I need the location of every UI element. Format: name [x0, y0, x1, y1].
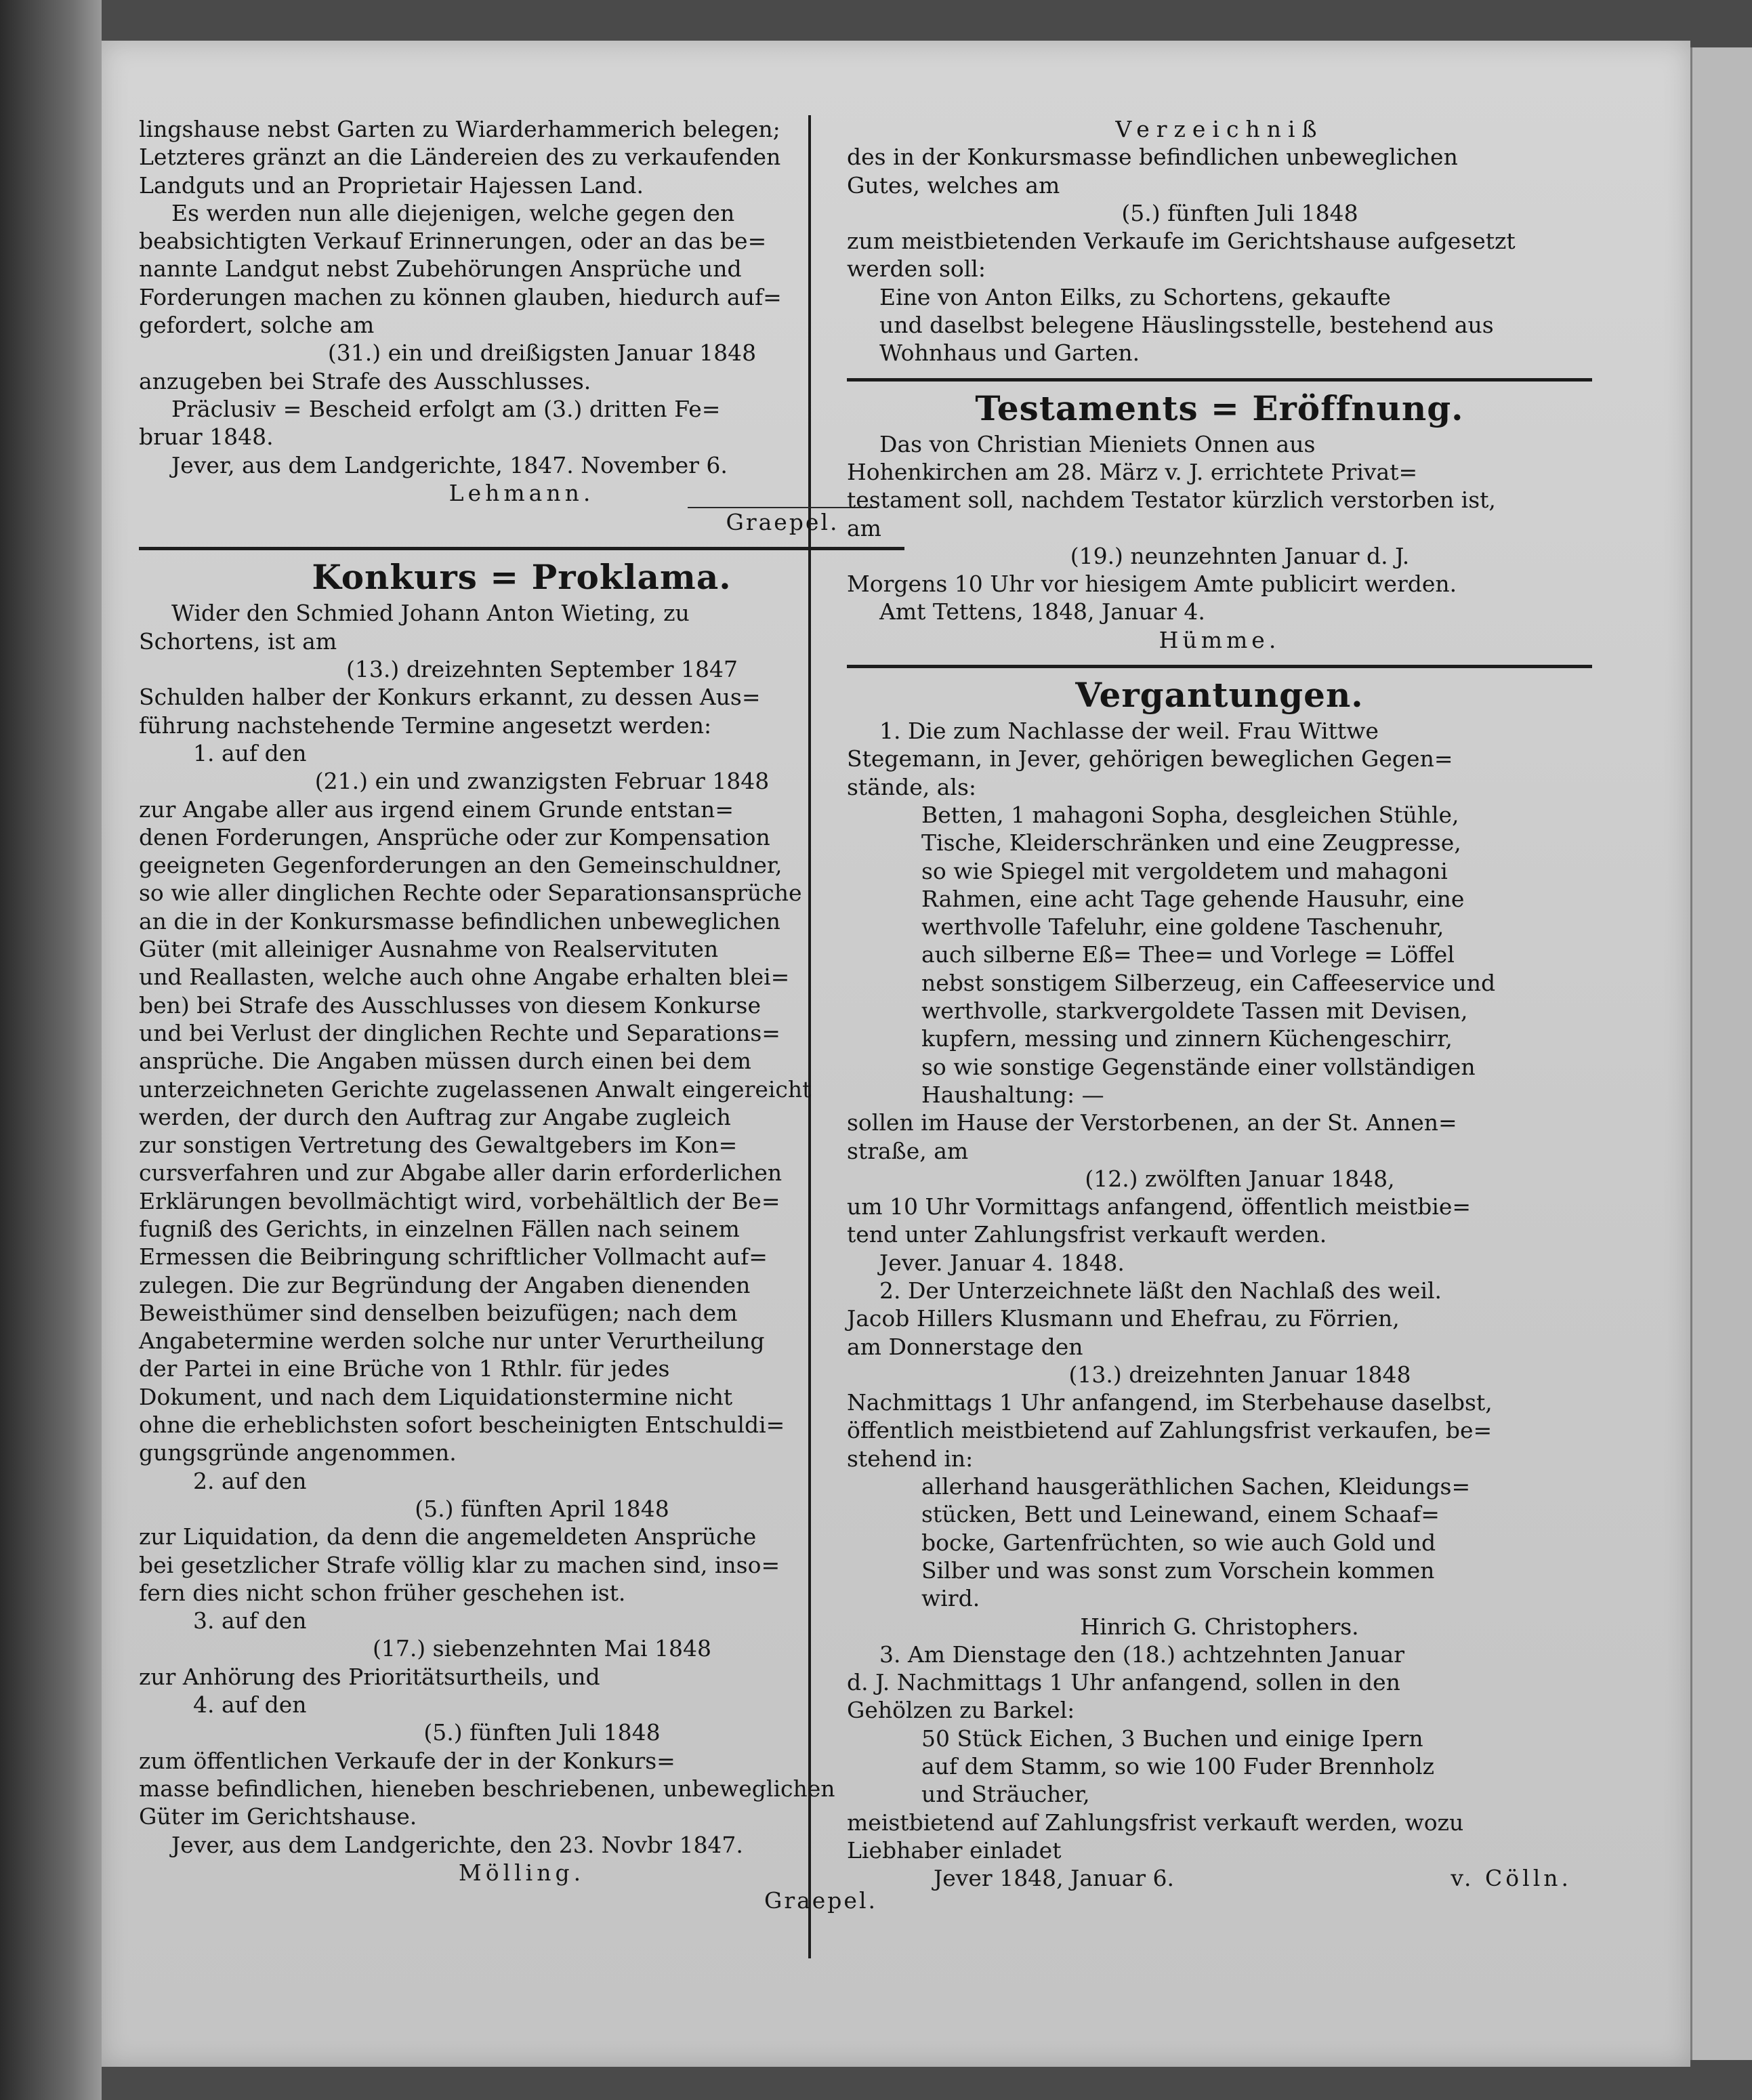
text-line: ansprüche. Die Angaben müssen durch einen bei dem	[139, 1048, 751, 1075]
signature: Hinrich G. Christophers.	[1080, 1613, 1359, 1640]
text-line: auch silberne Eß= Thee= und Vorlege = Löffel	[921, 941, 1455, 968]
text-line: zur sonstigen Vertretung des Gewaltgebers im Kon=	[139, 1132, 738, 1159]
text-line: zur Angabe aller aus irgend einem Grunde entstan=	[139, 796, 734, 823]
text-line: Haushaltung: —	[921, 1081, 1104, 1108]
text-line: stände, als:	[847, 773, 977, 800]
text-line: Wohnhaus und Garten.	[879, 339, 1140, 367]
text-line: und bei Verlust der dinglichen Rechte und Separations=	[139, 1019, 780, 1046]
text-line: Dokument, und nach dem Liquidationstermine nicht	[139, 1383, 733, 1410]
date-line: (13.) dreizehnten September 1847	[346, 656, 738, 683]
text-line: zum öffentlichen Verkaufe der in der Konkurs=	[139, 1747, 675, 1774]
text-line: fern dies nicht schon früher geschehen ist.	[139, 1579, 626, 1606]
text-line: Güter im Gerichtshause.	[139, 1803, 417, 1830]
text-line: straße, am	[847, 1137, 969, 1164]
text-line: Stegemann, in Jever, gehörigen beweglichen Gegen=	[847, 745, 1453, 773]
text-line: so wie Spiegel mit vergoldetem und mahagoni	[921, 857, 1448, 884]
text-line: Angabetermine werden solche nur unter Verurtheilung	[139, 1327, 765, 1355]
right-column	[847, 115, 1592, 1893]
text-line: führung nachstehende Termine angesetzt werden:	[139, 712, 712, 739]
text-line: so wie aller dinglichen Rechte oder Separationsansprüche	[139, 880, 802, 907]
testament-notice	[847, 387, 1592, 654]
text-line: Gehölzen zu Barkel:	[847, 1697, 1075, 1724]
text-line: zur Anhörung des Prioritätsurtheils, und	[139, 1663, 600, 1690]
text-line: gefordert, solche am	[139, 312, 375, 339]
text-line: Jacob Hillers Klusmann und Ehefrau, zu Förrien,	[847, 1305, 1400, 1332]
text-line: testament soll, nachdem Testator kürzlich verstorben ist,	[847, 487, 1496, 514]
text-line: Schortens, ist am	[139, 627, 337, 655]
verzeichniss-notice	[847, 115, 1592, 367]
text-line: auf dem Stamm, so wie 100 Fuder Brennholz	[921, 1753, 1434, 1780]
text-line: cursverfahren und zur Abgabe aller darin erforderlichen	[139, 1159, 783, 1187]
scan-edge	[0, 0, 102, 2100]
text-line: und daselbst belegene Häuslingsstelle, bestehend aus	[879, 312, 1494, 339]
signature: Mölling.	[458, 1859, 585, 1886]
text-line: werthvolle, starkvergoldete Tassen mit Devisen,	[921, 997, 1468, 1025]
text-line: allerhand hausgeräthlichen Sachen, Kleidungs=	[921, 1473, 1471, 1500]
text-line: bruar 1848.	[139, 424, 274, 451]
text-line: Rahmen, eine acht Tage gehende Hausuhr, eine	[921, 885, 1465, 912]
section-heading: Vergantungen.	[1075, 675, 1364, 716]
text-line: um 10 Uhr Vormittags anfangend, öffentlich meistbie=	[847, 1193, 1472, 1220]
signature-secondary: Graepel.	[688, 507, 877, 536]
section-rule	[139, 547, 904, 550]
text-line: unterzeichneten Gerichte zugelassenen Anwalt eingereicht	[139, 1075, 812, 1103]
text-line: am Donnerstage den	[847, 1333, 1083, 1360]
text-line: und Sträucher,	[921, 1781, 1090, 1808]
text-line: des in der Konkursmasse befindlichen unbeweglichen	[847, 144, 1458, 171]
text-line: nannte Landgut nebst Zubehörungen Ansprüche und	[139, 255, 742, 283]
date-line: (5.) fünften Juli 1848	[1121, 199, 1358, 226]
left-column	[139, 115, 904, 1914]
text-line: denen Forderungen, Ansprüche oder zur Kompensation	[139, 823, 770, 850]
text-line: Liebhaber einladet	[847, 1836, 1062, 1864]
date-line: (17.) siebenzehnten Mai 1848	[372, 1635, 712, 1662]
text-line: und Reallasten, welche auch ohne Angabe erhalten blei=	[139, 964, 790, 991]
text-line: am	[847, 514, 881, 541]
text-line: Tische, Kleiderschränken und eine Zeugpresse,	[921, 829, 1461, 857]
text-line: 3. Am Dienstage den (18.) achtzehnten Januar	[879, 1641, 1405, 1668]
text-line: beabsichtigten Verkauf Erinnerungen, oder an das be=	[139, 228, 767, 255]
konkurs-proklama	[139, 556, 904, 1914]
text-line: Amt Tettens, 1848, Januar 4.	[879, 598, 1205, 625]
text-line: ben) bei Strafe des Ausschlusses von diesem Konkurse	[139, 991, 762, 1018]
date-line: (5.) fünften April 1848	[415, 1495, 669, 1522]
term-number: 4. auf den	[193, 1691, 307, 1718]
text-line: Gutes, welches am	[847, 171, 1060, 199]
text-line: Nachmittags 1 Uhr anfangend, im Sterbehause daselbst,	[847, 1389, 1493, 1416]
signature: v. Cölln.	[1451, 1865, 1572, 1892]
section-rule	[847, 665, 1592, 668]
text-line: Das von Christian Mieniets Onnen aus	[879, 430, 1316, 457]
text-line: Beweisthümer sind denselben beizufügen; nach dem	[139, 1299, 738, 1326]
date-line: (13.) dreizehnten Januar 1848	[1068, 1361, 1411, 1388]
text-line: Es werden nun alle diejenigen, welche gegen den	[171, 199, 735, 226]
place-date: Jever 1848, Januar 6.	[934, 1865, 1174, 1892]
text-line: Präclusiv = Bescheid erfolgt am (3.) dritten Fe=	[171, 395, 721, 422]
text-line: anzugeben bei Strafe des Ausschlusses.	[139, 367, 591, 394]
text-line: masse befindlichen, hieneben beschriebenen, unbeweglichen	[139, 1775, 835, 1802]
text-line: fugniß des Gerichts, in einzelnen Fällen nach seinem	[139, 1215, 740, 1242]
signature: Hümme.	[1159, 626, 1280, 653]
text-line: kupfern, messing und zinnern Küchengeschirr,	[921, 1025, 1453, 1052]
text-line: so wie sonstige Gegenstände einer vollständigen	[921, 1053, 1476, 1080]
text-line: werthvolle Tafeluhr, eine goldene Taschenuhr,	[921, 913, 1444, 941]
text-line: lingshause nebst Garten zu Wiarderhammerich belegen;	[139, 116, 780, 142]
text-line: Jever. Januar 4. 1848.	[879, 1249, 1125, 1276]
text-line: nebst sonstigem Silberzeug, ein Caffeeservice und	[921, 969, 1496, 996]
text-line: Hohenkirchen am 28. März v. J. errichtete Privat=	[847, 458, 1418, 485]
section-heading: Testaments = Eröffnung.	[975, 388, 1464, 428]
term-number: 1. auf den	[193, 739, 307, 766]
signature: Lehmann.	[449, 479, 595, 506]
text-line: Wider den Schmied Johann Anton Wieting, zu	[171, 600, 690, 627]
text-line: werden, der durch den Auftrag zur Angabe zugleich	[139, 1103, 731, 1130]
section-rule	[847, 378, 1592, 382]
text-line: Silber und was sonst zum Vorschein kommen	[921, 1557, 1435, 1584]
text-line: meistbietend auf Zahlungsfrist verkauft werden, wozu	[847, 1809, 1464, 1836]
date-line: (5.) fünften Juli 1848	[423, 1719, 661, 1746]
text-line: Landguts und an Proprietair Hajessen Land.	[139, 171, 644, 199]
text-line: bocke, Gartenfrüchten, so wie auch Gold und	[921, 1529, 1436, 1556]
text-line: Jever, aus dem Landgerichte, 1847. November 6.	[171, 451, 728, 478]
text-line: werden soll:	[847, 255, 986, 283]
text-line: 1. Die zum Nachlasse der weil. Frau Wittwe	[879, 718, 1379, 745]
text-line: Güter (mit alleiniger Ausnahme von Realservituten	[139, 936, 719, 963]
text-line: Morgens 10 Uhr vor hiesigem Amte publicirt werden.	[847, 571, 1457, 598]
vergantungen-notice	[847, 674, 1592, 1892]
section-heading: Konkurs = Proklama.	[312, 557, 732, 598]
text-line: Letzteres gränzt an die Ländereien des zu verkaufenden	[139, 144, 781, 171]
text-line: der Partei in eine Brüche von 1 Rthlr. für jedes	[139, 1355, 670, 1382]
facing-page-edge	[1690, 47, 1752, 2060]
text-line: gungsgründe angenommen.	[139, 1439, 457, 1466]
text-line: öffentlich meistbietend auf Zahlungsfrist verkaufen, be=	[847, 1417, 1493, 1444]
text-line: zur Liquidation, da denn die angemeldeten Ansprüche	[139, 1523, 757, 1550]
text-line: d. J. Nachmittags 1 Uhr anfangend, sollen in den	[847, 1669, 1400, 1696]
text-line: Forderungen machen zu können glauben, hiedurch auf=	[139, 283, 782, 310]
text-line: tend unter Zahlungsfrist verkauft werden.	[847, 1221, 1327, 1248]
text-line: stücken, Bett und Leinewand, einem Schaaf=	[921, 1501, 1440, 1528]
text-line: Ermessen die Beibringung schriftlicher Vollmacht auf=	[139, 1243, 768, 1271]
closing-line	[847, 1864, 1592, 1892]
text-line: sollen im Hause der Verstorbenen, an der St. Annen=	[847, 1109, 1457, 1136]
land-sale-notice	[139, 115, 904, 536]
text-line: zulegen. Die zur Begründung der Angaben dienenden	[139, 1271, 751, 1298]
term-number: 3. auf den	[193, 1607, 307, 1634]
text-line: Schulden halber der Konkurs erkannt, zu dessen Aus=	[139, 684, 761, 711]
subsection-title: Verzeichniß	[1115, 116, 1324, 142]
text-line: an die in der Konkursmasse befindlichen unbeweglichen	[139, 907, 780, 934]
text-line: Betten, 1 mahagoni Sopha, desgleichen Stühle,	[921, 801, 1459, 828]
text-line: geeigneten Gegenforderungen an den Gemeinschuldner,	[139, 852, 783, 879]
date-line: (21.) ein und zwanzigsten Februar 1848	[314, 768, 770, 795]
text-line: zum meistbietenden Verkaufe im Gerichtshause aufgesetzt	[847, 228, 1516, 255]
term-number: 2. auf den	[193, 1467, 307, 1494]
text-line: wird.	[921, 1585, 980, 1612]
text-line: Eine von Anton Eilks, zu Schortens, gekaufte	[879, 283, 1391, 310]
text-line: Erklärungen bevollmächtigt wird, vorbehältlich der Be=	[139, 1187, 780, 1214]
text-line: Jever, aus dem Landgerichte, den 23. Novbr 1847.	[171, 1831, 743, 1858]
signature-secondary: Graepel.	[764, 1887, 877, 1914]
date-line: (31.) ein und dreißigsten Januar 1848	[327, 339, 757, 367]
date-line: (19.) neunzehnten Januar d. J.	[1070, 542, 1410, 569]
date-line: (12.) zwölften Januar 1848,	[1085, 1165, 1395, 1192]
text-line: stehend in:	[847, 1445, 974, 1472]
text-line: 50 Stück Eichen, 3 Buchen und einige Ipern	[921, 1725, 1423, 1752]
text-line: ohne die erheblichsten sofort bescheinigten Entschuldi=	[139, 1412, 785, 1439]
text-line: 2. Der Unterzeichnete läßt den Nachlaß des weil.	[879, 1277, 1442, 1304]
text-line: bei gesetzlicher Strafe völlig klar zu machen sind, inso=	[139, 1551, 780, 1578]
